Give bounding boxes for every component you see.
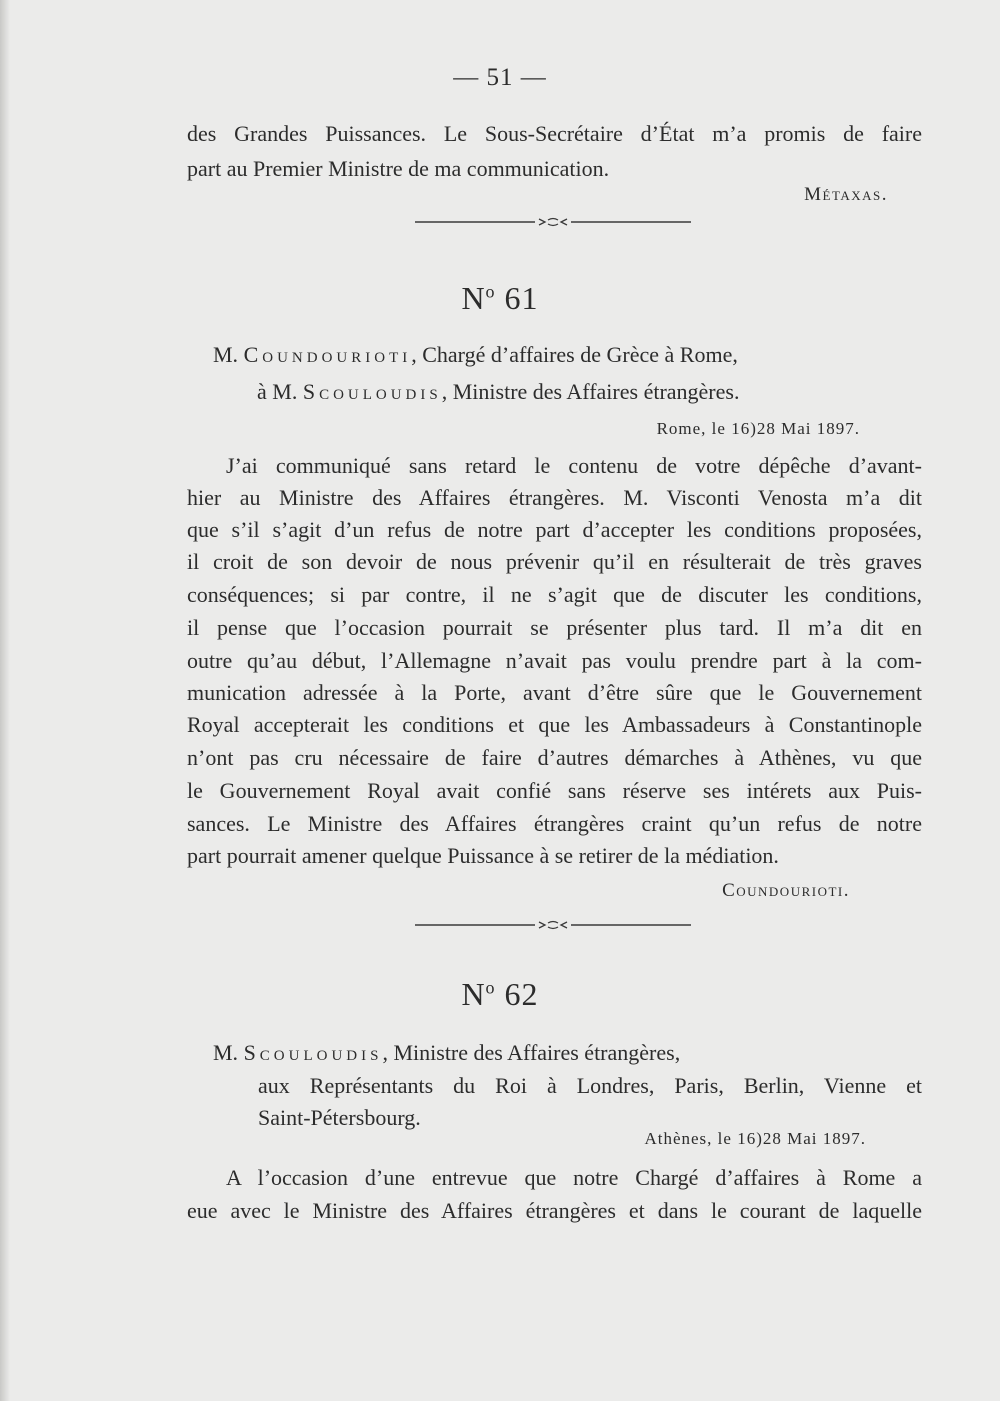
doc61-body-line-10: n’ont pas cru nécessaire de faire d’autres démarches à Athènes, vu que [187,745,922,770]
doc61-body-line-13: part pourrait amener quelque Puissance à se retirer de la médiation. [187,843,779,868]
page-edge-shadow [0,0,10,1401]
section-divider-ornament-2 [415,915,691,935]
doc62-body-line-1: A l’occasion d’une entrevue que notre Chargé d’affaires à Rome a [226,1165,922,1190]
doc61-body-line-9: Royal accepterait les conditions et que les Ambassadeurs à Constantinople [187,712,922,737]
signature-metaxas: Métaxas. [804,184,888,205]
doc61-sender-name: Coundourioti [243,342,412,367]
document-number-61: $N^o$ 61 [461,280,539,316]
continuation-line-2: part au Premier Ministre de ma communication. [187,156,610,181]
doc62-recipient-line-1: aux Représentants du Roi à Londres, Paris, Berlin, Vienne et [258,1073,922,1098]
continuation-line-1: des Grandes Puissances. Le Sous-Secrétaire d’État m’a promis de faire [187,121,922,146]
page-number: — 51 — [453,64,547,91]
doc61-body-line-7: outre qu’au début, l’Allemagne n’avait pas voulu prendre part à la com- [187,648,922,673]
doc61-recipient-name: Scouloudis [302,379,442,404]
doc62-recipient-line-2: Saint-Pétersbourg. [258,1105,421,1130]
doc62-body-line-2: eue avec le Ministre des Affaires étrangères et dans le courant de laquelle [187,1198,922,1223]
signature-coundourioti: Coundourioti. [722,880,850,901]
doc61-body-line-8: munication adressée à la Porte, avant d’être sûre que le Gouvernement [187,680,922,705]
doc61-dateline: Rome, le 16)28 Mai 1897. [656,419,860,438]
document-number-62: $N^o$ 62 [461,976,539,1012]
doc61-body-line-1: J’ai communiqué sans retard le contenu de votre dépêche d’avant- [226,453,922,478]
doc61-body-line-5: conséquences; si par contre, il ne s’agit que de discuter les conditions, [187,582,922,607]
doc62-dateline: Athènes, le 16)28 Mai 1897. [644,1129,866,1148]
doc61-body-line-4: il croit de son devoir de nous prévenir qu’il en résulterait de très graves [187,549,922,574]
doc61-body-line-3: que s’il s’agit d’un refus de notre part d’accepter les conditions proposées, [187,517,922,542]
doc62-sender-line: M. Scouloudis, Ministre des Affaires étrangères, [213,1040,681,1065]
section-divider-ornament [415,212,691,232]
doc61-recipient-line: à M. Scouloudis, Ministre des Affaires étrangères. [257,379,740,404]
doc61-body-line-11: le Gouvernement Royal avait confié sans réserve ses intérets aux Puis- [187,778,922,803]
doc61-body-line-2: hier au Ministre des Affaires étrangères. M. Visconti Venosta m’a dit [187,485,922,510]
doc61-sender-line: M. Coundourioti, Chargé d’affaires de Grèce à Rome, [213,342,738,367]
doc62-sender-name: Scouloudis [243,1040,383,1065]
doc61-body-line-6: il pense que l’occasion pourrait se présenter plus tard. Il m’a dit en [187,615,922,640]
doc61-body-line-12: sances. Le Ministre des Affaires étrangères craint qu’un refus de notre [187,811,922,836]
